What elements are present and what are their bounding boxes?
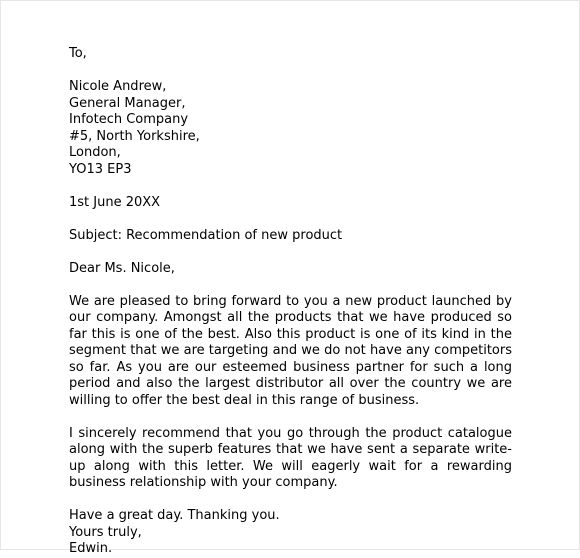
spacer	[69, 63, 512, 80]
letter-document	[69, 46, 512, 558]
letter-subject: Subject: Recommendation of new product	[69, 227, 343, 243]
sign-off: Yours truly,	[69, 524, 142, 540]
body-paragraph-2: I sincerely recommend that you go through the product catalogue along with the superb features that we have sent a separate write-up along with this letter. We will eagerly wait for a rewarding business relationship with your company.	[69, 425, 512, 490]
spacer	[69, 492, 512, 509]
recipient-city: London,	[69, 145, 121, 160]
letter-date: 1st June 20XX	[69, 194, 161, 210]
spacer	[69, 409, 512, 426]
spacer	[69, 277, 512, 294]
letter-greeting: Dear Ms. Nicole,	[69, 260, 175, 276]
spacer	[69, 178, 512, 195]
spacer	[69, 244, 512, 261]
recipient-name: Nicole Andrew,	[69, 79, 167, 94]
recipient-address	[69, 79, 512, 178]
body-paragraph-1: We are pleased to bring forward to you a new product launched by our company. Amongst all the products that we have produced so far this is one of the best. Also this product is one of its kind in the segment that we are targeting and we do not have any competitors so far. As you are our esteemed business partner for such a long period and also the largest distributor all over the country we are willing to offer the best deal in this range of business.	[69, 293, 512, 408]
closing-line: Have a great day. Thanking you.	[69, 508, 280, 523]
spacer	[69, 211, 512, 228]
recipient-title: General Manager,	[69, 95, 186, 111]
closing-block	[69, 508, 512, 558]
signature-name: Edwin.	[69, 541, 113, 556]
recipient-street: #5, North Yorkshire,	[69, 128, 200, 144]
to-line: To,	[69, 46, 87, 61]
recipient-postcode: YO13 EP3	[69, 161, 132, 177]
recipient-company: Infotech Company	[69, 112, 189, 127]
